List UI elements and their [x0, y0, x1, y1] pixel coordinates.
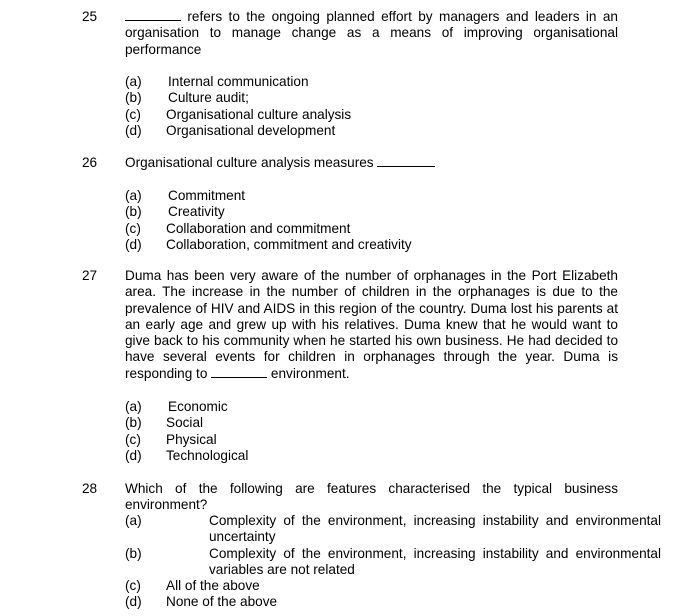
- option[interactable]: (c) Physical: [125, 431, 217, 447]
- option[interactable]: (d) None of the above: [125, 594, 278, 610]
- question-number: 26: [82, 155, 98, 170]
- question-stem: refers to the ongoing planned effort by managers and leaders in an organisation to manage change as a means of improving organisational performance: [125, 9, 618, 57]
- option[interactable]: (c) All of the above: [125, 578, 260, 594]
- option[interactable]: (d) Collaboration, commitment and creativity: [125, 236, 412, 252]
- option[interactable]: (a) Internal communication: [125, 74, 309, 89]
- option[interactable]: (d) Organisational development: [125, 122, 336, 138]
- answer-blank: [377, 156, 435, 167]
- option[interactable]: (a) Complexity of the environment, increasing instability and environmental uncertainty: [125, 513, 661, 545]
- option[interactable]: (c) Collaboration and commitment: [125, 220, 351, 236]
- options-list: [125, 513, 661, 611]
- option[interactable]: (b) Creativity: [125, 204, 225, 220]
- question-number: 28: [82, 481, 98, 496]
- question-number: 27: [82, 268, 98, 283]
- option[interactable]: (b) Social: [125, 415, 204, 431]
- option[interactable]: (b) Culture audit;: [125, 90, 249, 106]
- option[interactable]: (b) Complexity of the environment, increasing instability and environmental variables are not related: [125, 545, 661, 577]
- options-list: [125, 399, 625, 464]
- answer-blank: [125, 10, 181, 21]
- options-list: [125, 188, 625, 253]
- option[interactable]: (c) Organisational culture analysis: [125, 106, 352, 122]
- option[interactable]: (d) Technological: [125, 447, 249, 463]
- answer-blank: [211, 367, 267, 378]
- question-stem: Organisational culture analysis measures: [125, 155, 618, 171]
- options-list: [125, 74, 625, 139]
- question-stem: Duma has been very aware of the number of orphanages in the Port Elizabeth area. The increase in the number of children in the orphanages is due to the prevalence of HIV and AIDS in this region of the country. Duma lost his parents at an early age and grew up with his relatives. Duma knew that he would want to give back to his community when he started his own business. He had decided to have several events for children in orphanages through the year. Duma is responding to environment.: [125, 268, 618, 381]
- question-stem: Which of the following are features characterised the typical business environment?: [125, 481, 618, 513]
- option[interactable]: (a) Economic: [125, 399, 228, 414]
- option[interactable]: (a) Commitment: [125, 188, 246, 203]
- question-number: 25: [82, 9, 98, 24]
